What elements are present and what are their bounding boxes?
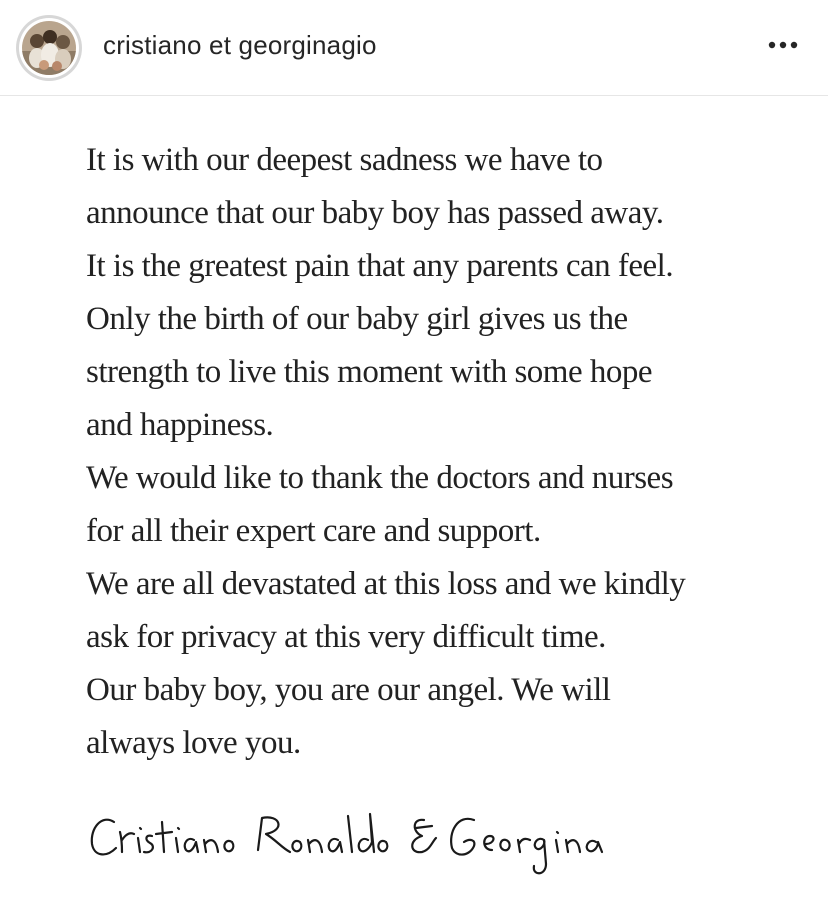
avatar[interactable] [16, 15, 82, 81]
message-line: ask for privacy at this very difficult time. [86, 619, 606, 655]
message-line: We are all devastated at this loss and we kindly [86, 566, 686, 602]
profile-photo [22, 21, 76, 75]
message-line: Our baby boy, you are our angel. We will [86, 672, 611, 708]
profile-photo-image [22, 21, 76, 75]
more-options-button[interactable] [758, 28, 808, 62]
handwritten-signature [86, 792, 626, 892]
message-line: for all their expert care and support. [86, 513, 541, 549]
post-header [0, 0, 828, 96]
message-line: We would like to thank the doctors and nurses [86, 460, 674, 496]
signature-image [86, 792, 626, 892]
message-line: and happiness. [86, 407, 274, 443]
message-line: It is with our deepest sadness we have to [86, 142, 603, 178]
ellipsis-icon [768, 41, 798, 49]
message-line: always love you. [86, 725, 301, 761]
username[interactable]: cristiano et georginagio [103, 30, 377, 60]
post-message [86, 134, 786, 770]
message-line: It is the greatest pain that any parents can feel. [86, 248, 674, 284]
message-line: strength to live this moment with some hope [86, 354, 653, 390]
avatar-border [19, 18, 79, 78]
message-line: Only the birth of our baby girl gives us the [86, 301, 628, 337]
message-line: announce that our baby boy has passed away. [86, 195, 664, 231]
